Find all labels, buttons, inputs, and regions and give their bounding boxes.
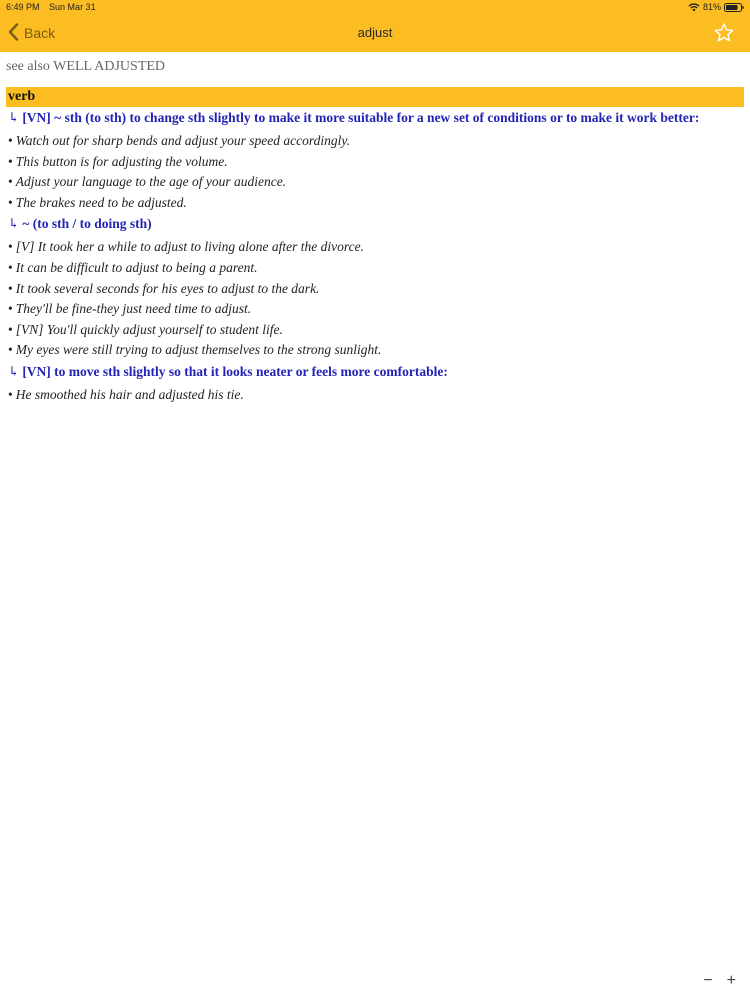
sense-arrow-icon: ↳ [8,363,20,379]
sense-definition [6,362,744,381]
bullet-icon: • [8,321,13,337]
sense-arrow-icon: ↳ [8,110,20,125]
example-sentence [6,152,744,173]
example-text: It can be difficult to adjust to being a parent. [15,259,258,275]
example-sentence [6,299,744,320]
part-of-speech-header: verb [6,87,744,107]
sense-definition [6,214,744,233]
bullet-icon: • [8,301,13,317]
bullet-icon: • [8,174,13,190]
sense-definition [6,108,744,127]
page-title: adjust [357,25,393,40]
example-text: Adjust your language to the age of your audience. [15,174,287,190]
example-text: He smoothed his hair and adjusted his tie. [15,386,244,402]
sense-text: [VN] to move sth slightly so that it looks neater or feels more comfortable: [22,363,448,379]
example-sentence [6,340,744,361]
example-sentence [6,237,744,258]
status-date: Sun Mar 31 [49,2,96,12]
zoom-controls [703,972,736,990]
example-sentence [6,131,744,152]
bullet-icon: • [8,259,13,275]
example-text: My eyes were still trying to adjust themselves to the strong sunlight. [15,342,382,358]
back-label: Back [24,25,56,41]
wifi-icon [688,3,700,12]
sense-block [6,214,744,361]
example-text: Watch out for sharp bends and adjust your speed accordingly. [15,133,350,148]
bullet-icon: • [8,239,13,255]
example-text: The brakes need to be adjusted. [15,194,187,210]
sense-block [6,362,744,406]
battery-icon [724,3,744,12]
sense-text: [VN] ~ sth (to sth) to change sth slightly to make it more suitable for a new set of conditions or to make it work better: [22,110,700,125]
bullet-icon: • [8,280,13,296]
example-sentence [6,320,744,341]
star-outline-icon [713,31,735,48]
bullet-icon: • [8,194,13,210]
zoom-in-button[interactable]: + [726,972,736,989]
bullet-icon: • [8,342,13,358]
example-sentence [6,193,744,214]
example-text: It took several seconds for his eyes to adjust to the dark. [15,280,320,296]
status-bar-right [688,2,744,12]
bullet-icon: • [8,386,13,402]
example-sentence [6,385,744,406]
example-sentence [6,172,744,193]
dictionary-entry [6,58,744,406]
example-text: [VN] You'll quickly adjust yourself to student life. [15,321,283,337]
sense-text: ~ (to sth / to doing sth) [22,216,152,232]
example-text: They'll be fine-they just need time to adjust. [15,301,252,317]
zoom-out-button[interactable]: − [703,972,713,989]
example-text: This button is for adjusting the volume. [15,153,228,169]
status-time: 6:49 PM [6,2,40,12]
bullet-icon: • [8,133,13,148]
example-sentence [6,279,744,300]
sense-block [6,108,744,213]
sense-arrow-icon: ↳ [8,216,20,232]
bullet-icon: • [8,153,13,169]
example-text: [V] It took her a while to adjust to living alone after the divorce. [15,239,364,255]
see-also-link[interactable]: see also WELL ADJUSTED [6,59,166,74]
battery-percent: 81% [702,2,721,12]
navigation-bar [0,0,750,52]
favorite-button[interactable] [713,22,735,44]
status-bar-left [6,2,96,12]
example-sentence [6,258,744,279]
